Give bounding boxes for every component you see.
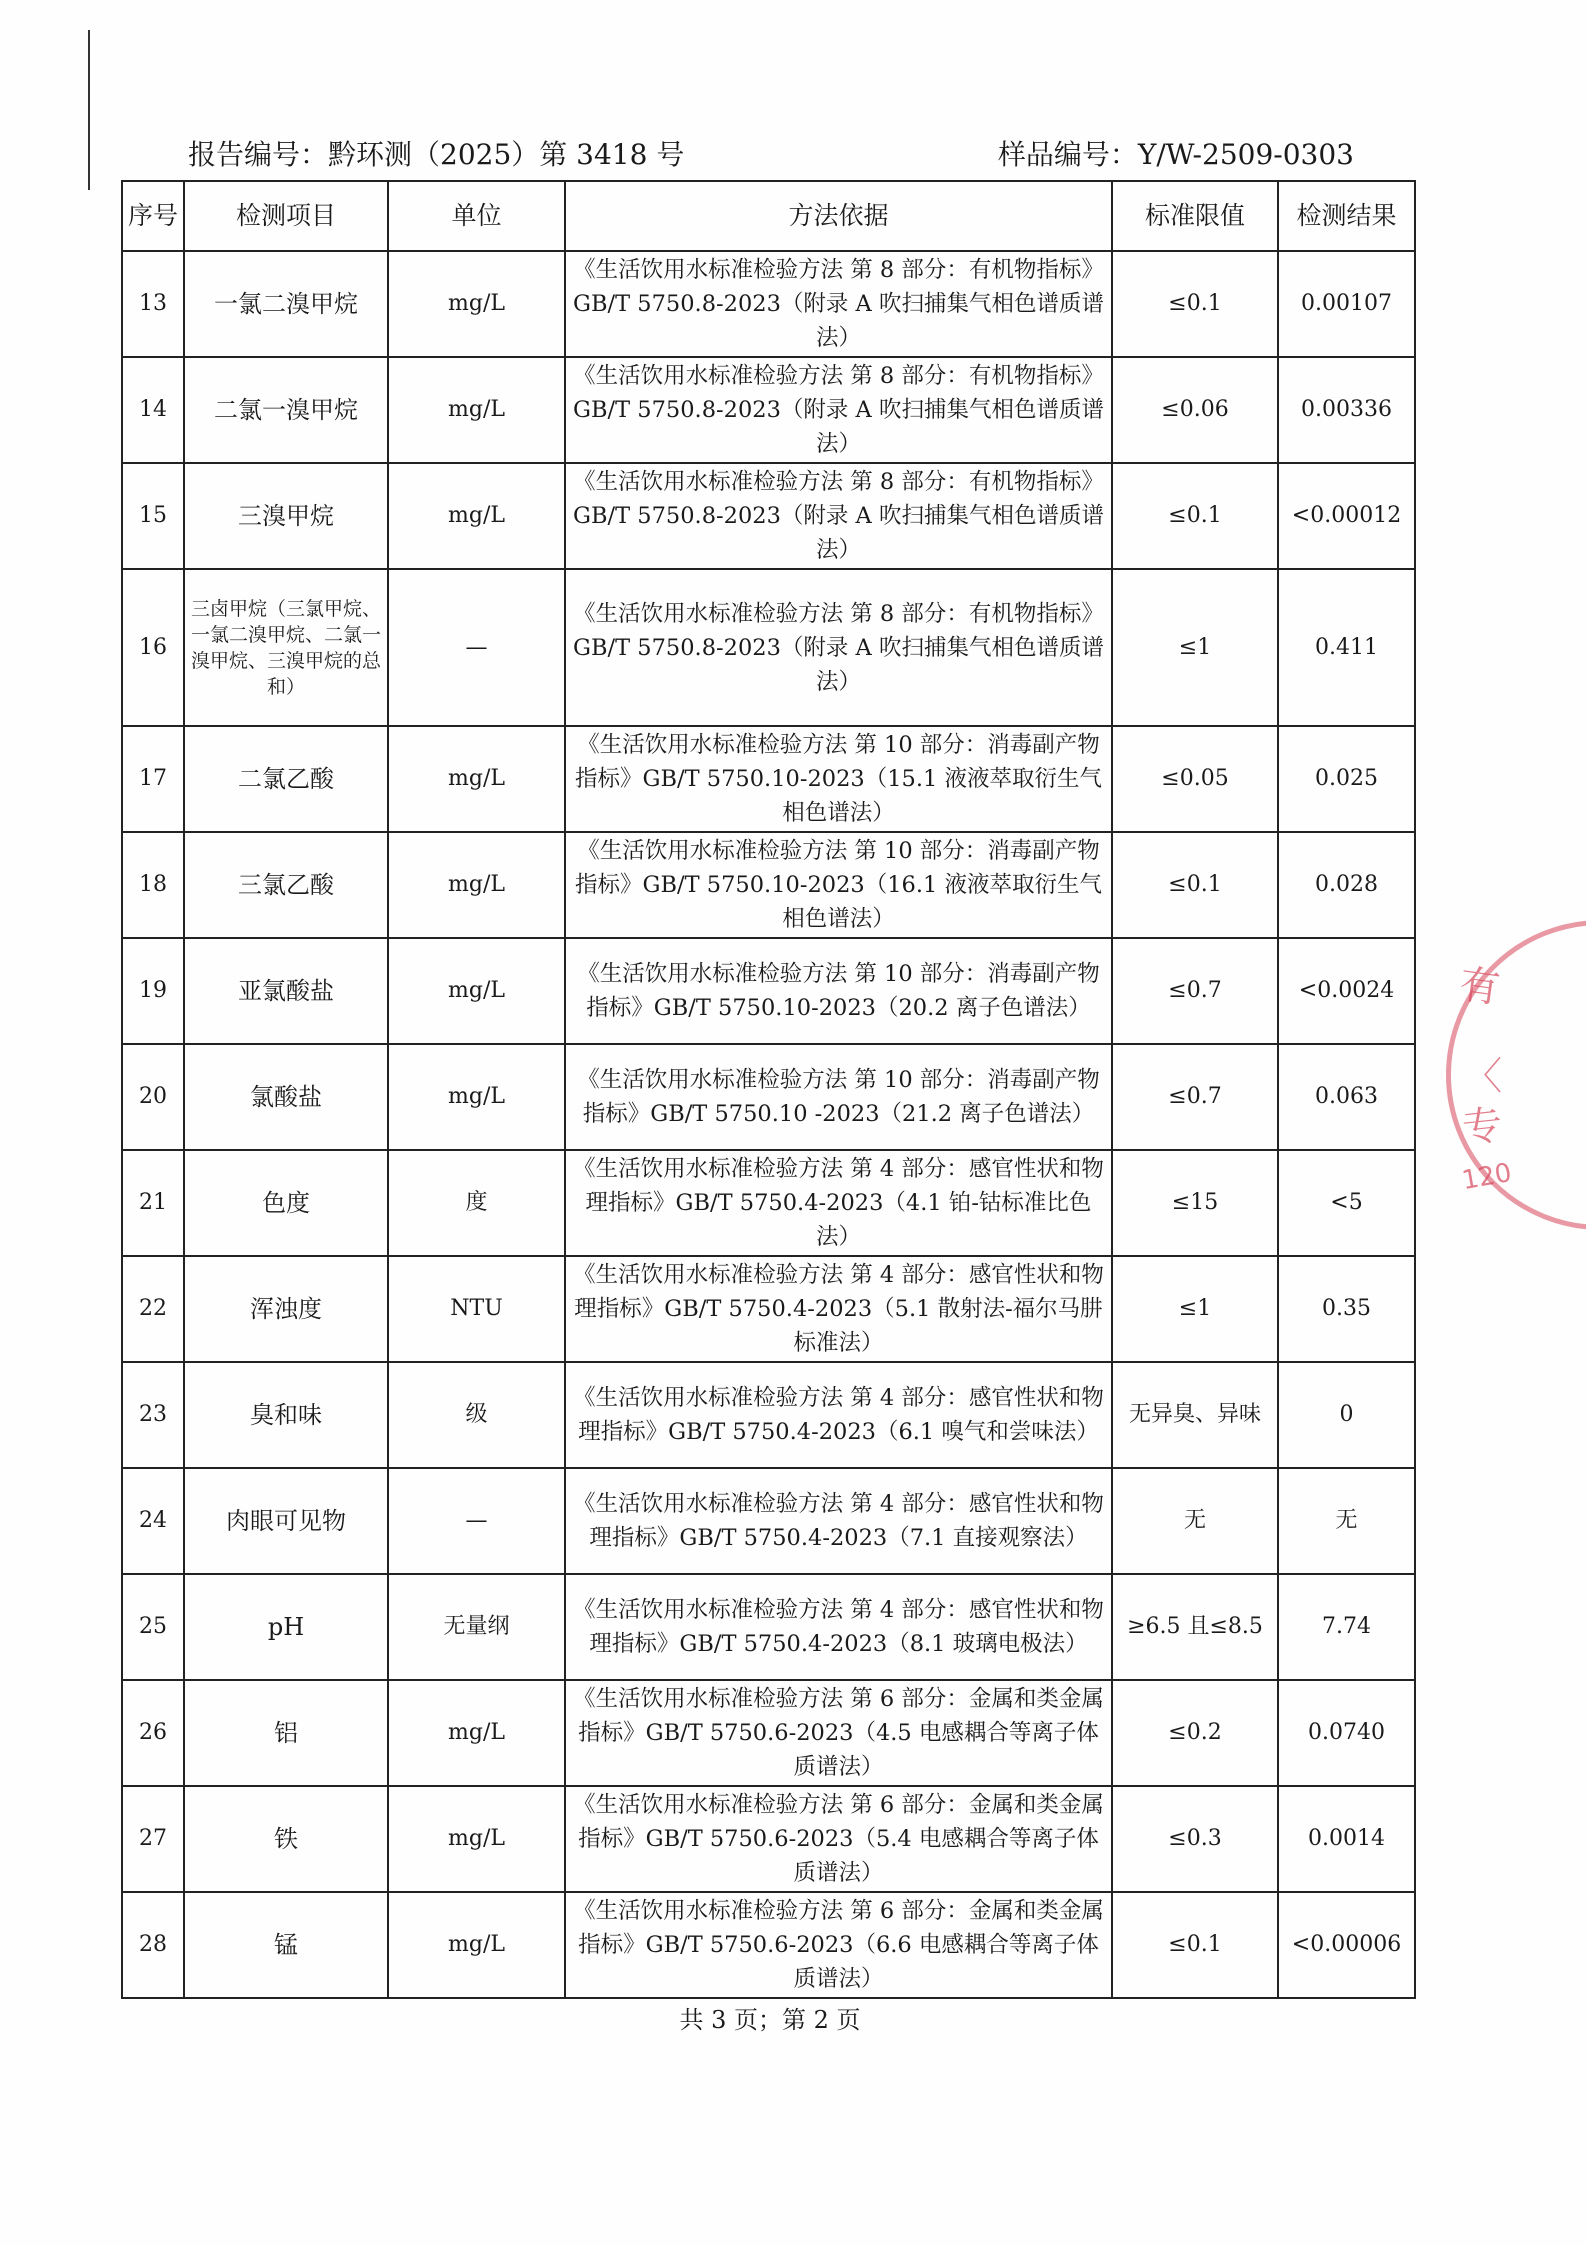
cell-item: 铁 [184, 1786, 388, 1892]
cell-unit: mg/L [388, 726, 565, 832]
table-row [122, 1150, 1415, 1256]
cell-unit: mg/L [388, 463, 565, 569]
cell-item: 三溴甲烷 [184, 463, 388, 569]
cell-seq: 26 [122, 1680, 184, 1786]
cell-method: 《生活饮用水标准检验方法 第 8 部分：有机物指标》GB/T 5750.8-2023（附录 A 吹扫捕集气相色谱质谱法） [565, 569, 1112, 726]
cell-limit: ≤0.1 [1112, 463, 1278, 569]
cell-method: 《生活饮用水标准检验方法 第 6 部分：金属和类金属指标》GB/T 5750.6-2023（5.4 电感耦合等离子体质谱法） [565, 1786, 1112, 1892]
cell-method: 《生活饮用水标准检验方法 第 4 部分：感官性状和物理指标》GB/T 5750.4-2023（7.1 直接观察法） [565, 1468, 1112, 1574]
cell-seq: 21 [122, 1150, 184, 1256]
table-row [122, 1256, 1415, 1362]
cell-unit: mg/L [388, 938, 565, 1044]
cell-seq: 13 [122, 251, 184, 357]
cell-method: 《生活饮用水标准检验方法 第 10 部分：消毒副产物指标》GB/T 5750.10-2023（16.1 液液萃取衍生气相色谱法） [565, 832, 1112, 938]
column-header-unit: 单位 [388, 181, 565, 251]
cell-unit: 无量纲 [388, 1574, 565, 1680]
table-row [122, 1680, 1415, 1786]
cell-result: 7.74 [1278, 1574, 1415, 1680]
table-row [122, 832, 1415, 938]
cell-result: <5 [1278, 1150, 1415, 1256]
cell-result: 0.025 [1278, 726, 1415, 832]
cell-result: 0 [1278, 1362, 1415, 1468]
table-header-row [122, 181, 1415, 251]
cell-unit: — [388, 1468, 565, 1574]
column-header-limit: 标准限值 [1112, 181, 1278, 251]
cell-method: 《生活饮用水标准检验方法 第 4 部分：感官性状和物理指标》GB/T 5750.4-2023（4.1 铂-钴标准比色法） [565, 1150, 1112, 1256]
cell-limit: ≤0.3 [1112, 1786, 1278, 1892]
cell-unit: — [388, 569, 565, 726]
cell-method: 《生活饮用水标准检验方法 第 4 部分：感官性状和物理指标》GB/T 5750.4-2023（5.1 散射法-福尔马肼标准法） [565, 1256, 1112, 1362]
table-row [122, 1786, 1415, 1892]
table-row [122, 1574, 1415, 1680]
page-footer: 共 3 页；第 2 页 [679, 2006, 861, 2034]
column-header-seq: 序号 [122, 181, 184, 251]
table-row [122, 938, 1415, 1044]
cell-method: 《生活饮用水标准检验方法 第 6 部分：金属和类金属指标》GB/T 5750.6-2023（6.6 电感耦合等离子体质谱法） [565, 1892, 1112, 1998]
cell-result: 无 [1278, 1468, 1415, 1574]
cell-method: 《生活饮用水标准检验方法 第 8 部分：有机物指标》GB/T 5750.8-2023（附录 A 吹扫捕集气相色谱质谱法） [565, 463, 1112, 569]
cell-seq: 15 [122, 463, 184, 569]
column-header-method: 方法依据 [565, 181, 1112, 251]
test-results-table [121, 180, 1416, 1999]
cell-result: 0.063 [1278, 1044, 1415, 1150]
cell-item: 三卤甲烷（三氯甲烷、一氯二溴甲烷、二氯一溴甲烷、三溴甲烷的总和） [184, 569, 388, 726]
cell-limit: ≤15 [1112, 1150, 1278, 1256]
cell-item: 肉眼可见物 [184, 1468, 388, 1574]
cell-seq: 17 [122, 726, 184, 832]
cell-method: 《生活饮用水标准检验方法 第 8 部分：有机物指标》GB/T 5750.8-2023（附录 A 吹扫捕集气相色谱质谱法） [565, 251, 1112, 357]
cell-limit: ≤0.06 [1112, 357, 1278, 463]
cell-item: 一氯二溴甲烷 [184, 251, 388, 357]
cell-unit: mg/L [388, 251, 565, 357]
cell-item: 臭和味 [184, 1362, 388, 1468]
cell-unit: 级 [388, 1362, 565, 1468]
seal-text: 专 [1460, 1102, 1505, 1152]
cell-seq: 19 [122, 938, 184, 1044]
cell-limit: ≤1 [1112, 569, 1278, 726]
table-row [122, 463, 1415, 569]
column-header-result: 检测结果 [1278, 181, 1415, 251]
cell-item: 铝 [184, 1680, 388, 1786]
cell-method: 《生活饮用水标准检验方法 第 8 部分：有机物指标》GB/T 5750.8-2023（附录 A 吹扫捕集气相色谱质谱法） [565, 357, 1112, 463]
binding-margin-line [88, 30, 90, 190]
seal-text: 120 [1459, 1157, 1514, 1197]
cell-limit: ≤0.1 [1112, 1892, 1278, 1998]
cell-limit: ≥6.5 且≤8.5 [1112, 1574, 1278, 1680]
cell-limit: ≤0.7 [1112, 938, 1278, 1044]
cell-limit: ≤0.1 [1112, 832, 1278, 938]
cell-result: 0.00107 [1278, 251, 1415, 357]
cell-limit: ≤0.1 [1112, 251, 1278, 357]
column-header-item: 检测项目 [184, 181, 388, 251]
cell-unit: mg/L [388, 1786, 565, 1892]
cell-item: 三氯乙酸 [184, 832, 388, 938]
cell-item: 锰 [184, 1892, 388, 1998]
cell-seq: 23 [122, 1362, 184, 1468]
report-header [188, 138, 1354, 172]
cell-unit: mg/L [388, 1680, 565, 1786]
cell-limit: ≤0.2 [1112, 1680, 1278, 1786]
cell-item: 氯酸盐 [184, 1044, 388, 1150]
cell-result: 0.0740 [1278, 1680, 1415, 1786]
cell-method: 《生活饮用水标准检验方法 第 4 部分：感官性状和物理指标》GB/T 5750.4-2023（6.1 嗅气和尝味法） [565, 1362, 1112, 1468]
cell-limit: ≤0.7 [1112, 1044, 1278, 1150]
cell-item: 二氯乙酸 [184, 726, 388, 832]
cell-result: 0.00336 [1278, 357, 1415, 463]
cell-seq: 14 [122, 357, 184, 463]
cell-unit: mg/L [388, 1892, 565, 1998]
cell-result: 0.35 [1278, 1256, 1415, 1362]
cell-method: 《生活饮用水标准检验方法 第 4 部分：感官性状和物理指标》GB/T 5750.4-2023（8.1 玻璃电极法） [565, 1574, 1112, 1680]
cell-seq: 16 [122, 569, 184, 726]
table-row [122, 1468, 1415, 1574]
sample-number: 样品编号：Y/W-2509-0303 [997, 138, 1354, 171]
cell-result: 0.028 [1278, 832, 1415, 938]
report-number: 报告编号：黔环测（2025）第 3418 号 [188, 138, 685, 171]
cell-limit: ≤0.05 [1112, 726, 1278, 832]
red-seal-stamp [1440, 900, 1586, 1230]
cell-unit: mg/L [388, 357, 565, 463]
seal-text: 有 [1456, 961, 1503, 1013]
cell-unit: NTU [388, 1256, 565, 1362]
cell-method: 《生活饮用水标准检验方法 第 10 部分：消毒副产物指标》GB/T 5750.10-2023（20.2 离子色谱法） [565, 938, 1112, 1044]
cell-seq: 28 [122, 1892, 184, 1998]
cell-seq: 27 [122, 1786, 184, 1892]
cell-item: 亚氯酸盐 [184, 938, 388, 1044]
cell-result: <0.00012 [1278, 463, 1415, 569]
cell-unit: mg/L [388, 832, 565, 938]
table-row [122, 569, 1415, 726]
table-row [122, 357, 1415, 463]
cell-limit: 无 [1112, 1468, 1278, 1574]
cell-seq: 22 [122, 1256, 184, 1362]
cell-result: <0.0024 [1278, 938, 1415, 1044]
cell-seq: 25 [122, 1574, 184, 1680]
cell-unit: 度 [388, 1150, 565, 1256]
cell-item: 二氯一溴甲烷 [184, 357, 388, 463]
seal-text: 〈 [1464, 1054, 1503, 1098]
cell-method: 《生活饮用水标准检验方法 第 6 部分：金属和类金属指标》GB/T 5750.6-2023（4.5 电感耦合等离子体质谱法） [565, 1680, 1112, 1786]
cell-seq: 20 [122, 1044, 184, 1150]
cell-result: 0.0014 [1278, 1786, 1415, 1892]
cell-seq: 24 [122, 1468, 184, 1574]
cell-item: 浑浊度 [184, 1256, 388, 1362]
cell-item: pH [184, 1574, 388, 1680]
table-row [122, 251, 1415, 357]
cell-unit: mg/L [388, 1044, 565, 1150]
cell-limit: ≤1 [1112, 1256, 1278, 1362]
seal-ring [1446, 920, 1586, 1230]
table-row [122, 726, 1415, 832]
cell-method: 《生活饮用水标准检验方法 第 10 部分：消毒副产物指标》GB/T 5750.10-2023（15.1 液液萃取衍生气相色谱法） [565, 726, 1112, 832]
cell-seq: 18 [122, 832, 184, 938]
cell-method: 《生活饮用水标准检验方法 第 10 部分：消毒副产物指标》GB/T 5750.10 -2023（21.2 离子色谱法） [565, 1044, 1112, 1150]
table-row [122, 1362, 1415, 1468]
table-row [122, 1892, 1415, 1998]
cell-result: <0.00006 [1278, 1892, 1415, 1998]
cell-item: 色度 [184, 1150, 388, 1256]
cell-result: 0.411 [1278, 569, 1415, 726]
cell-limit: 无异臭、异味 [1112, 1362, 1278, 1468]
table-row [122, 1044, 1415, 1150]
